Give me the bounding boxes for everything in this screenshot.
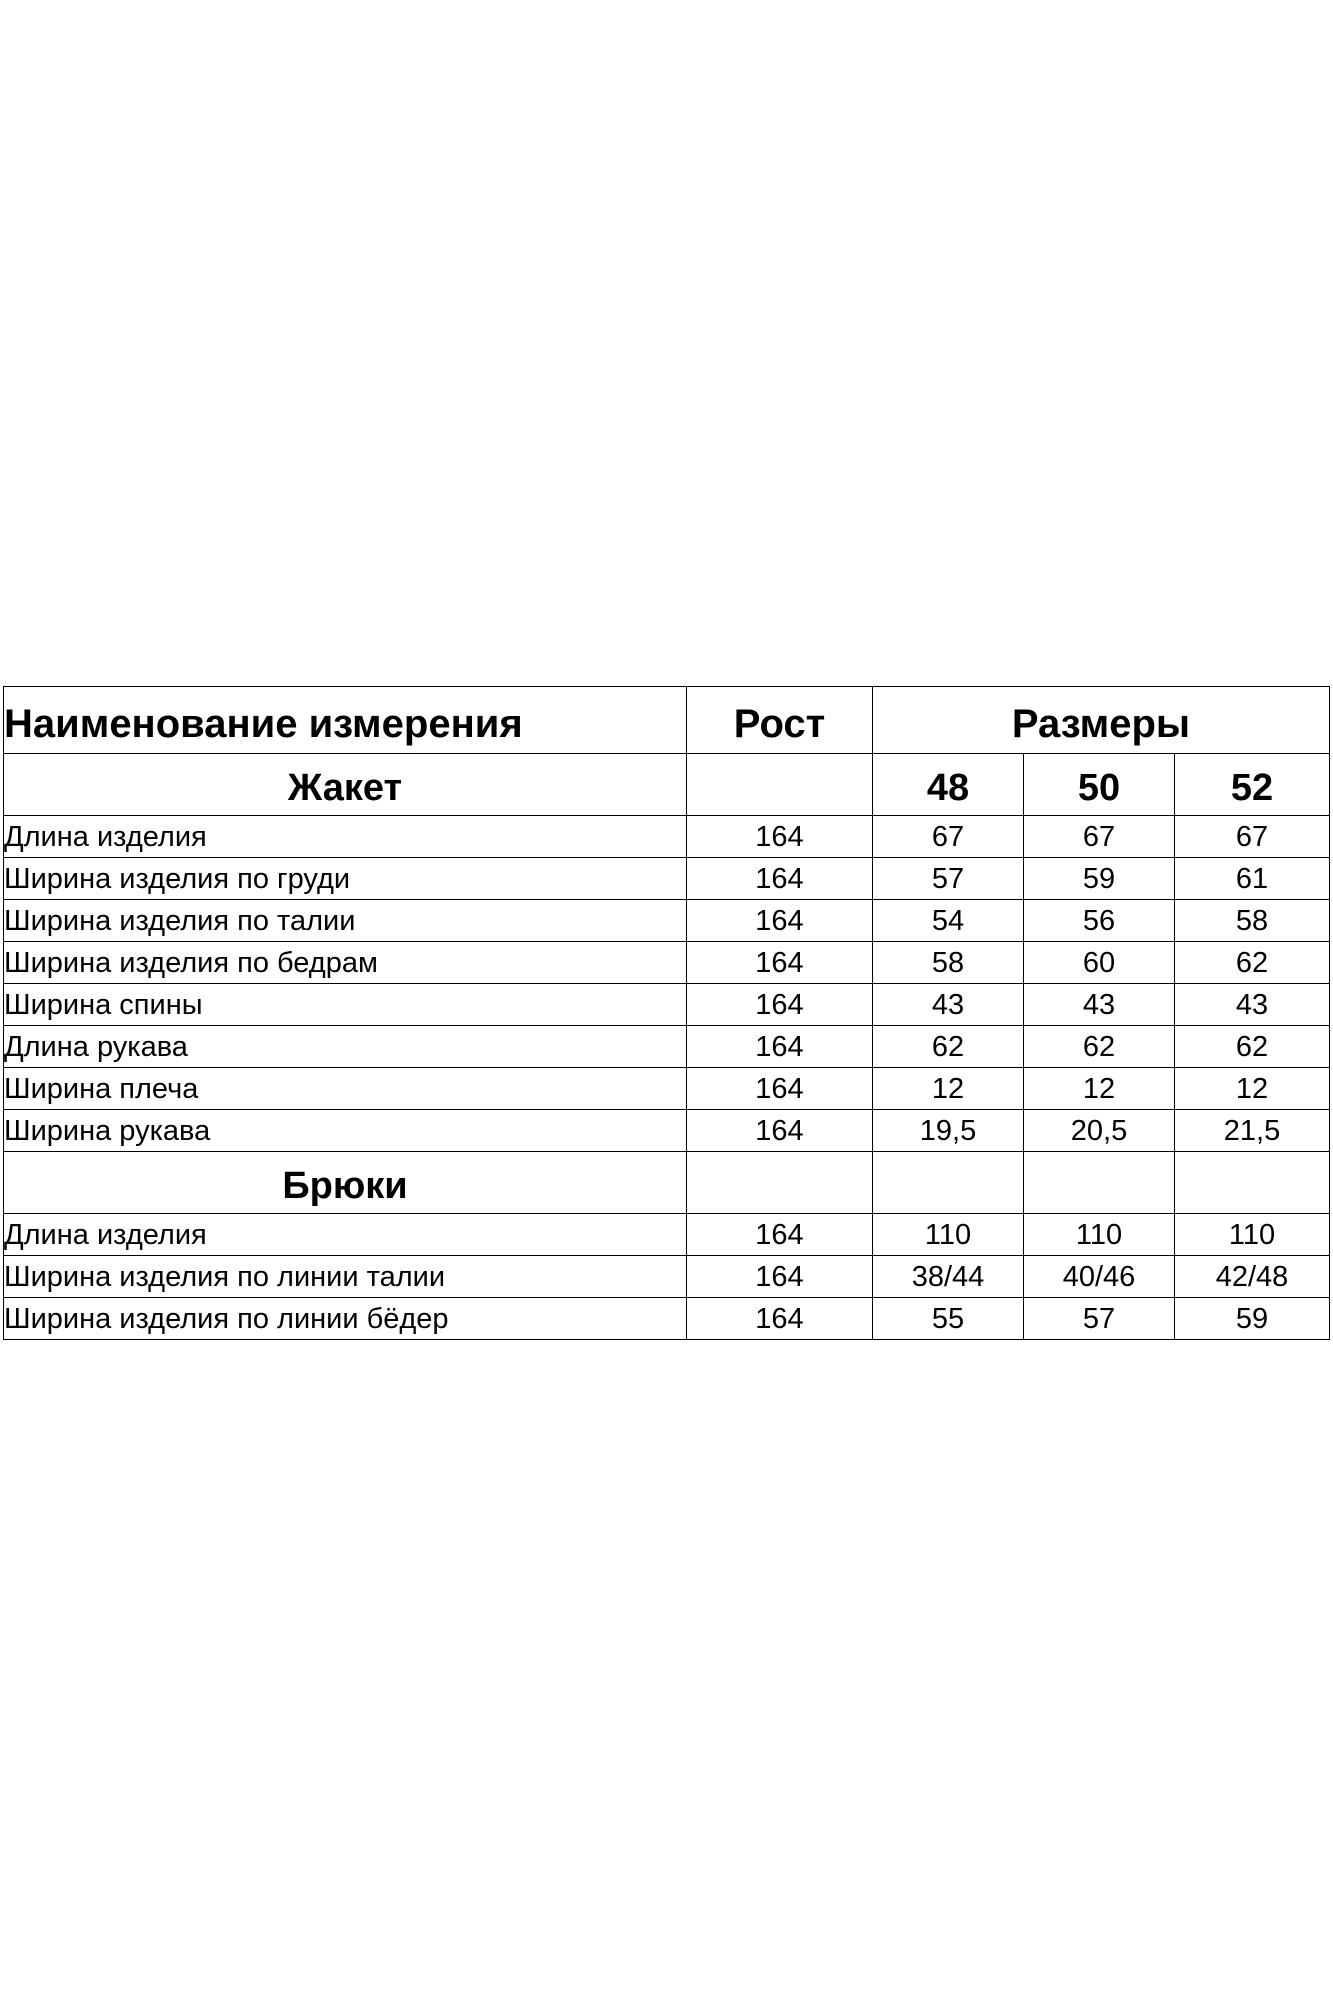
empty-cell: [873, 1152, 1024, 1214]
height-value: 164: [687, 1214, 873, 1256]
value-size-52: 58: [1175, 900, 1330, 942]
table-row: [4, 900, 1330, 942]
value-size-52: 43: [1175, 984, 1330, 1026]
value-size-52: 21,5: [1175, 1110, 1330, 1152]
height-value: 164: [687, 816, 873, 858]
header-height: Рост: [687, 687, 873, 754]
value-size-48: 57: [873, 858, 1024, 900]
value-size-48: 38/44: [873, 1256, 1024, 1298]
value-size-50: 67: [1024, 816, 1175, 858]
table-row: [4, 1214, 1330, 1256]
measurement-name: Длина рукава: [4, 1026, 687, 1068]
measurement-name: Ширина рукава: [4, 1110, 687, 1152]
height-value: 164: [687, 1256, 873, 1298]
value-size-48: 62: [873, 1026, 1024, 1068]
value-size-50: 57: [1024, 1298, 1175, 1340]
table-row: [4, 816, 1330, 858]
value-size-50: 56: [1024, 900, 1175, 942]
value-size-48: 55: [873, 1298, 1024, 1340]
height-value: 164: [687, 984, 873, 1026]
value-size-48: 67: [873, 816, 1024, 858]
measurement-name: Длина изделия: [4, 816, 687, 858]
measurement-name: Ширина изделия по груди: [4, 858, 687, 900]
table-row: [4, 1068, 1330, 1110]
value-size-48: 43: [873, 984, 1024, 1026]
measurement-name: Ширина изделия по линии талии: [4, 1256, 687, 1298]
value-size-50: 43: [1024, 984, 1175, 1026]
height-value: 164: [687, 942, 873, 984]
empty-cell: [687, 1152, 873, 1214]
value-size-52: 59: [1175, 1298, 1330, 1340]
section-title: Жакет: [4, 754, 687, 816]
height-value: 164: [687, 1068, 873, 1110]
value-size-48: 110: [873, 1214, 1024, 1256]
height-value: 164: [687, 1298, 873, 1340]
value-size-52: 61: [1175, 858, 1330, 900]
value-size-52: 62: [1175, 942, 1330, 984]
value-size-50: 20,5: [1024, 1110, 1175, 1152]
value-size-52: 67: [1175, 816, 1330, 858]
section-row-jacket: [4, 754, 1330, 816]
value-size-50: 59: [1024, 858, 1175, 900]
value-size-52: 110: [1175, 1214, 1330, 1256]
size-48: 48: [873, 754, 1024, 816]
table-row: [4, 858, 1330, 900]
value-size-52: 42/48: [1175, 1256, 1330, 1298]
value-size-52: 12: [1175, 1068, 1330, 1110]
table-row: [4, 942, 1330, 984]
value-size-52: 62: [1175, 1026, 1330, 1068]
measurement-name: Ширина плеча: [4, 1068, 687, 1110]
header-row: [4, 687, 1330, 754]
size-50: 50: [1024, 754, 1175, 816]
section-title: Брюки: [4, 1152, 687, 1214]
value-size-50: 62: [1024, 1026, 1175, 1068]
table-row: [4, 1298, 1330, 1340]
size-52: 52: [1175, 754, 1330, 816]
height-value: 164: [687, 1110, 873, 1152]
value-size-50: 12: [1024, 1068, 1175, 1110]
value-size-50: 110: [1024, 1214, 1175, 1256]
value-size-48: 12: [873, 1068, 1024, 1110]
table-row: [4, 1110, 1330, 1152]
empty-cell: [687, 754, 873, 816]
measurement-name: Ширина изделия по бедрам: [4, 942, 687, 984]
measurement-name: Ширина изделия по талии: [4, 900, 687, 942]
value-size-50: 60: [1024, 942, 1175, 984]
measurement-name: Длина изделия: [4, 1214, 687, 1256]
value-size-50: 40/46: [1024, 1256, 1175, 1298]
empty-cell: [1024, 1152, 1175, 1214]
table-row: [4, 984, 1330, 1026]
height-value: 164: [687, 900, 873, 942]
size-chart-table: [3, 686, 1330, 1340]
header-sizes: Размеры: [873, 687, 1330, 754]
table-row: [4, 1026, 1330, 1068]
measurement-name: Ширина спины: [4, 984, 687, 1026]
header-measurement-name: Наименование измерения: [4, 687, 687, 754]
height-value: 164: [687, 1026, 873, 1068]
empty-cell: [1175, 1152, 1330, 1214]
measurement-name: Ширина изделия по линии бёдер: [4, 1298, 687, 1340]
section-row-trousers: [4, 1152, 1330, 1214]
table-row: [4, 1256, 1330, 1298]
value-size-48: 54: [873, 900, 1024, 942]
value-size-48: 58: [873, 942, 1024, 984]
value-size-48: 19,5: [873, 1110, 1024, 1152]
height-value: 164: [687, 858, 873, 900]
